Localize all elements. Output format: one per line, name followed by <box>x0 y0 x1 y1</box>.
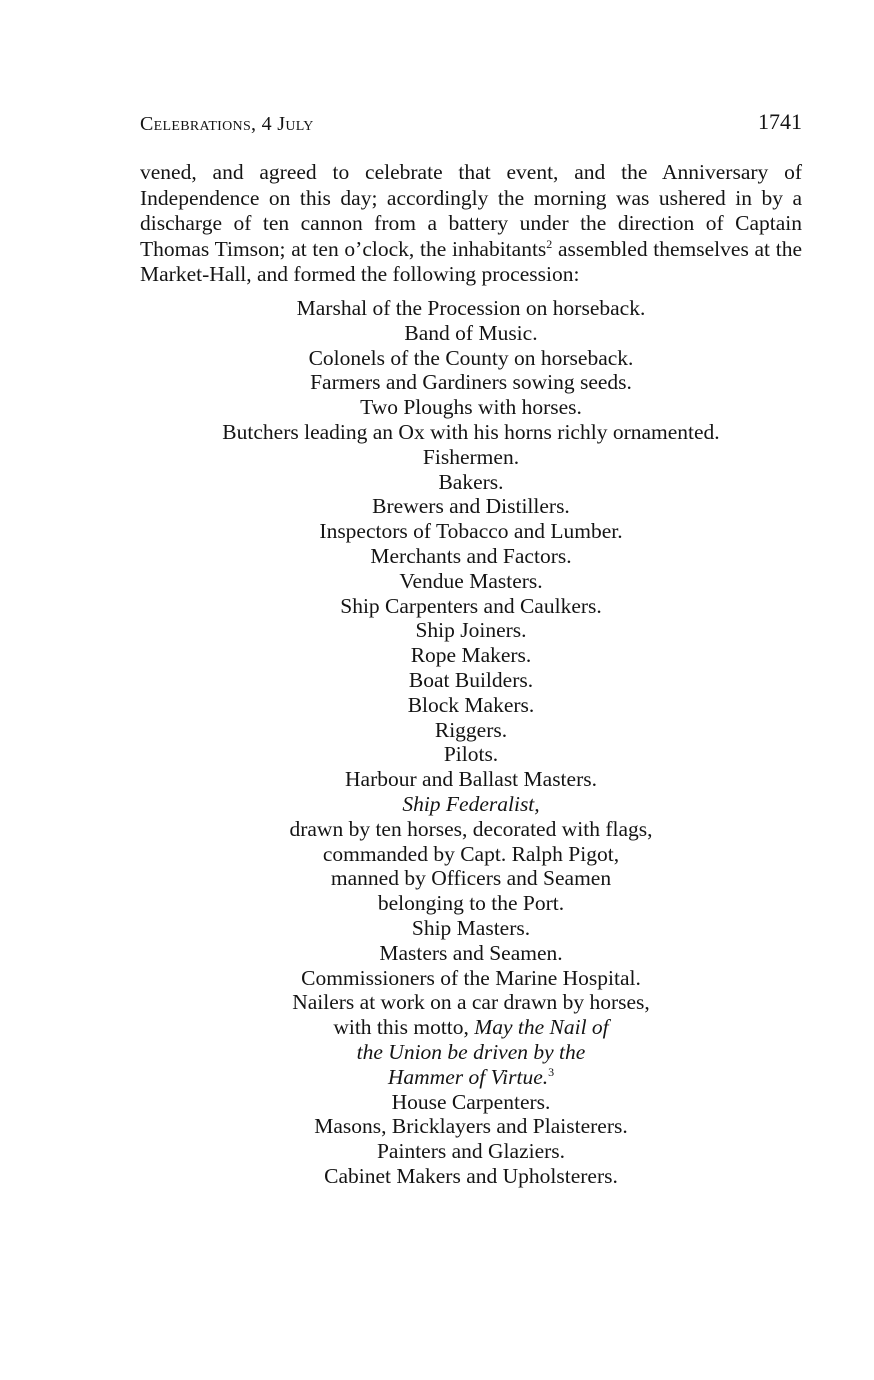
procession-item: commanded by Capt. Ralph Pigot, <box>322 841 620 866</box>
procession-item-motto-intro <box>140 1015 802 1040</box>
procession-item: House Carpenters. <box>391 1089 551 1114</box>
procession-item: Ship Joiners. <box>415 618 527 643</box>
procession-item: Colonels of the County on horseback. <box>308 345 634 370</box>
procession-item: Brewers and Distillers. <box>372 494 570 519</box>
procession-item: Painters and Glaziers. <box>376 1139 566 1164</box>
procession-item: manned by Officers and Seamen <box>330 866 612 891</box>
procession-item: Commissioners of the Marine Hospital. <box>301 965 641 990</box>
body-paragraph <box>140 160 802 288</box>
procession-item: Rope Makers. <box>410 643 532 668</box>
footnote-mark: 3 <box>548 1064 555 1079</box>
procession-item-ship-name: Ship Federalist, <box>402 791 540 816</box>
procession-item: belonging to the Port. <box>377 891 565 916</box>
procession-item: Cabinet Makers and Upholsterers. <box>324 1163 618 1188</box>
procession-item-motto-end <box>140 1065 802 1090</box>
procession-item: Pilots. <box>443 742 499 767</box>
running-head <box>140 109 802 141</box>
procession-item: Masons, Bricklayers and Plaisterers. <box>314 1114 628 1139</box>
procession-item: Block Makers. <box>407 692 535 717</box>
procession-item: Farmers and Gardiners sowing seeds. <box>310 370 632 395</box>
procession-item: Inspectors of Tobacco and Lumber. <box>319 519 623 544</box>
procession-item: Riggers. <box>434 717 508 742</box>
procession-item: Butchers leading an Ox with his horns richly ornamented. <box>222 419 720 444</box>
procession-item: Vendue Masters. <box>399 568 543 593</box>
procession-item: Masters and Seamen. <box>379 940 563 965</box>
procession-item: Marshal of the Procession on horseback. <box>296 296 646 320</box>
motto-text: Hammer of Virtue. <box>387 1064 549 1089</box>
procession-item: drawn by ten horses, decorated with flags, <box>289 816 653 841</box>
motto-intro-text: with this motto, <box>333 1015 475 1040</box>
paragraph-text-continued: assembled themselves at the Market-Hall, and formed the following procession: <box>140 236 803 287</box>
procession-item: Harbour and Ballast Masters. <box>345 767 597 792</box>
motto-text: May the Nail of <box>474 1015 609 1040</box>
procession-item: Ship Masters. <box>411 915 531 940</box>
running-title: Celebrations, 4 July <box>140 113 314 135</box>
procession-item: Bakers. <box>438 469 504 494</box>
footnote-mark: 2 <box>546 236 553 251</box>
procession-item: Nailers at work on a car drawn by horses, <box>292 990 650 1015</box>
procession-item: Ship Carpenters and Caulkers. <box>340 593 602 618</box>
procession-item: Band of Music. <box>404 320 538 345</box>
page-number: 1741 <box>758 109 802 134</box>
paragraph-text: vened, and agreed to celebrate that event, and the Anniversary of Independence on this day; accordingly the morning was ushered in by a discharge of ten cannon from a battery under the direction of Captain Thomas Timson; at ten o’clock, the inhabitants <box>140 160 802 261</box>
procession-item: Two Ploughs with horses. <box>360 395 582 420</box>
procession-item-motto: the Union be driven by the <box>356 1039 586 1064</box>
procession-list <box>140 296 802 1189</box>
procession-item: Fishermen. <box>422 444 520 469</box>
procession-item: Merchants and Factors. <box>370 543 572 568</box>
procession-item: Boat Builders. <box>408 667 534 692</box>
